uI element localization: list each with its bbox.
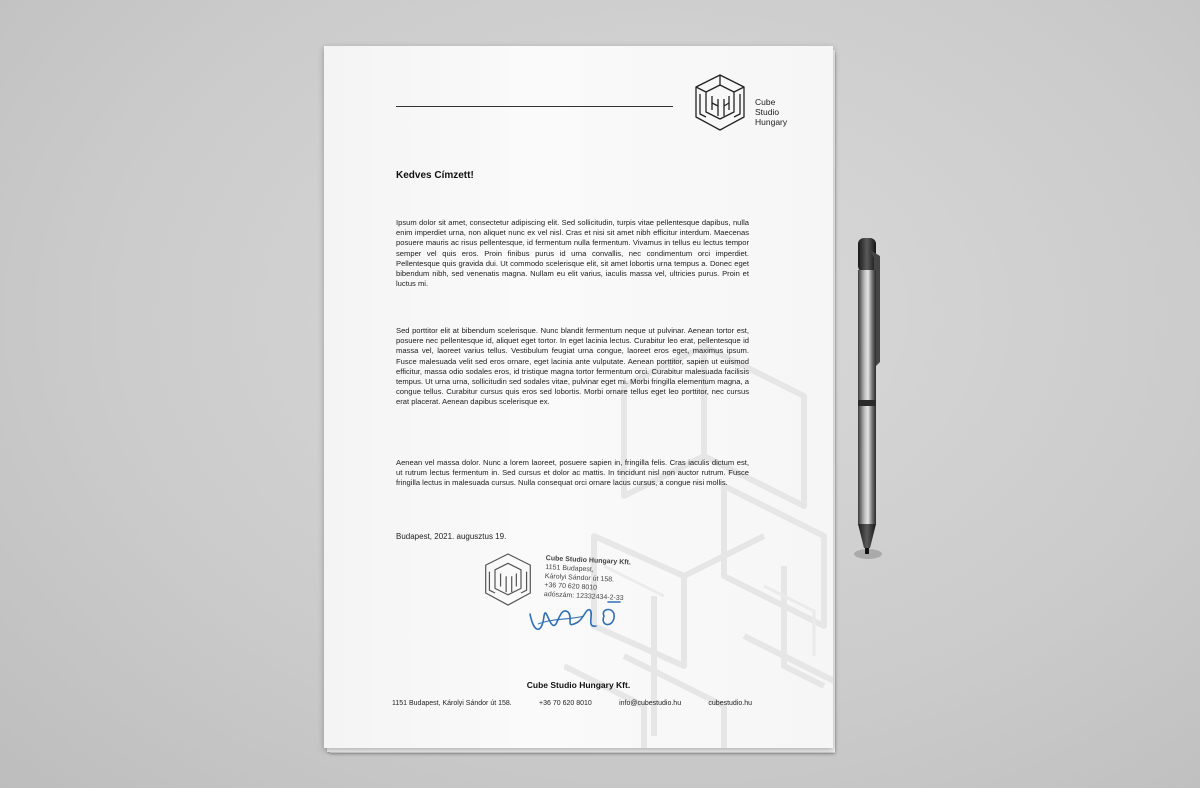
stamp-line-2: 1151 Budapest, <box>545 563 594 574</box>
letter-date: Budapest, 2021. augusztus 19. <box>396 532 507 541</box>
brand-line-3: Hungary <box>755 117 788 127</box>
handwritten-signature <box>524 594 634 638</box>
footer-address: 1151 Budapest, Károlyi Sándor út 158. <box>392 700 512 707</box>
cube-studio-logo-icon <box>692 72 748 134</box>
footer-email: info@cubestudio.hu <box>619 700 682 707</box>
letter-greeting: Kedves Címzett! <box>396 170 474 181</box>
footer-contact-row <box>392 700 752 707</box>
stamp-line-5: adószám: 12332434-2-33 <box>543 590 624 603</box>
stamp-line-1: Cube Studio Hungary Kft. <box>545 554 632 567</box>
recipient-address-line <box>396 106 673 107</box>
brand-line-1: Cube <box>755 97 776 107</box>
stamp-line-4: +36 70 620 8010 <box>544 581 598 592</box>
letter-paragraph-1: Ipsum dolor sit amet, consectetur adipiscing elit. Sed sollicitudin, turpis vitae pellentesque dapibus, nulla enim imperdiet urna, non aliquet nunc ex vel nisl. Cras et nisi sit amet nibh efficitur interdum. Maecenas posuere mauris ac risus pellentesque, id fermentum nulla fermentum. Vivamus in tellus eu lectus tempor semper vel quis eros. Proin finibus purus id urna convallis, nec condimentum orci imperdiet. Pellentesque quis gravida dui. Ut commodo scelerisque elit, sit amet lobortis urna tempus a. Donec eget bibendum nibh, sed venenatis magna. Nullam eu elit varius, iaculis massa vel, ultricies purus. Proin et luctus mi. <box>396 218 749 289</box>
footer-website: cubestudio.hu <box>708 700 752 707</box>
brand-name <box>755 97 787 127</box>
letterhead-page <box>324 46 833 748</box>
footer-company-name: Cube Studio Hungary Kft. <box>526 680 631 690</box>
ballpoint-pen-icon <box>846 236 886 562</box>
stamp-line-3: Károlyi Sándor út 158. <box>544 572 615 584</box>
letter-paragraph-2: Sed porttitor elit at bibendum scelerisque. Nunc blandit fermentum neque ut pulvinar. Aenean tortor est, posuere nec pellentesque id, aliquet eget tortor. In eget lacinia lectus. Curabitur leo erat, pellentesque id massa vel, laoreet varius tellus. Vestibulum feugiat urna congue, laoreet eros eget, maximus ipsum. Fusce malesuada velit sed eros ornare, eget lacinia ante vulputate. Aenean porttitor, sapien ut euismod efficitur, massa odio sodales eros, id tristique magna tortor fermentum orci. Curabitur malesuada facilisis tempus. Ut urna urna, sollicitudin sed sodales vitae, pulvinar eget mi. Morbi fringilla elementum magna, a congue tellus. Curabitur cursus quis eros sed lobortis. Morbi ornare tellus eget leo porttitor, nec cursus erat placerat. Aenean dapibus scelerisque ex. <box>396 326 749 407</box>
letter-paragraph-3: Aenean vel massa dolor. Nunc a lorem laoreet, posuere sapien in, fringilla felis. Cras iaculis dictum est, ut rutrum lectus fermentum in. Sed cursus et dolor ac mattis. In tincidunt nisl non auctor rutrum. Fusce fringilla lectus in malesuada cursus. Nulla consequat orci ornare lacus cursus, a congue nisi mollis. <box>396 458 749 488</box>
brand-line-2: Studio <box>755 107 780 117</box>
footer-phone: +36 70 620 8010 <box>539 700 592 707</box>
